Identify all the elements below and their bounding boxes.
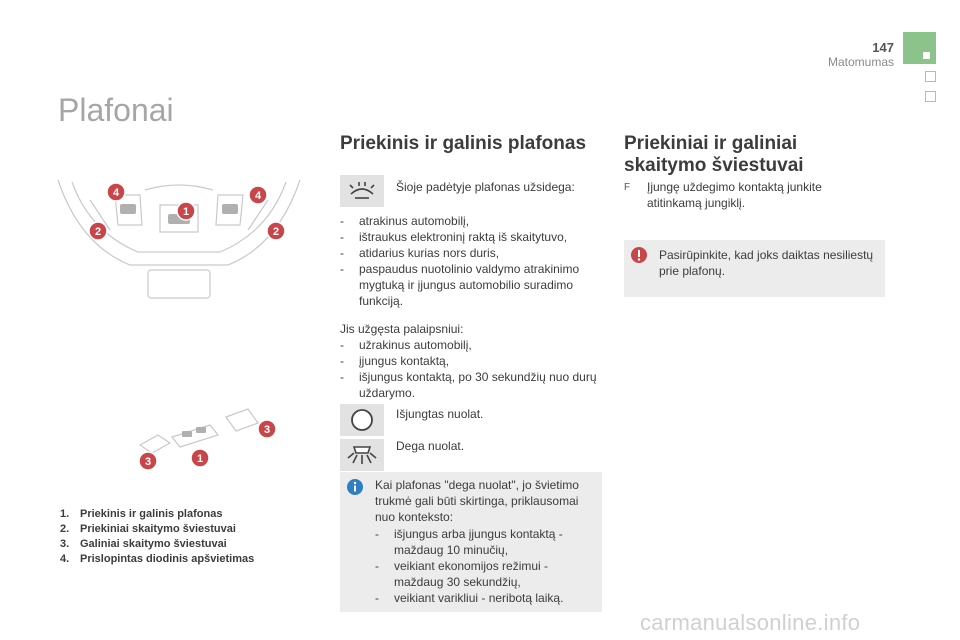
on-text: Dega nuolat. (396, 439, 465, 453)
list-item: - veikiant ekonomijos režimui - maždaug 30 sekundžių, (375, 558, 597, 590)
section-title-reading-lights: Priekiniai ir galiniai skaitymo šviestuvai (624, 133, 804, 176)
ceiling-light-on-icon (340, 439, 384, 471)
svg-text:2: 2 (94, 226, 102, 238)
badge-2-left (89, 222, 107, 240)
list-item: - užrakinus automobilį, (340, 337, 602, 353)
chapter-tab-active[interactable] (903, 32, 936, 64)
turn-off-conditions-list (340, 337, 602, 401)
badge-3-left (139, 452, 157, 470)
svg-text:4: 4 (254, 190, 262, 202)
section-title-front-rear-light: Priekinis ir galinis plafonas (340, 133, 587, 154)
turn-on-conditions-list (340, 213, 602, 309)
chapter-tab[interactable] (925, 91, 936, 102)
legend-item: 3. Galiniai skaitymo šviestuvai (60, 538, 227, 550)
info-icon (346, 478, 364, 496)
circle-off-icon (340, 404, 384, 436)
badge-2-right (267, 222, 285, 240)
info-box (340, 472, 602, 612)
list-item: - ištraukus elektroninį raktą iš skaitytuvo, (340, 229, 602, 245)
warning-box (624, 240, 885, 297)
svg-text:1: 1 (182, 206, 190, 218)
page-title: Plafonai (58, 92, 174, 128)
reading-light-instruction: Įjungę uždegimo kontaktą junkite atitinkamą jungiklį. (647, 180, 822, 210)
legend-item: 4. Prislopintas diodinis apšvietimas (60, 553, 255, 565)
svg-text:4: 4 (112, 187, 120, 199)
chapter-tab[interactable] (925, 71, 936, 82)
door-mode-text: Šioje padėtyje plafonas užsidega: (396, 180, 575, 194)
bullet-f-icon: F (624, 182, 631, 193)
list-item: - paspaudus nuotolinio valdymo atrakinimo mygtuką ir įjungus automobilio suradimo funkciją. (340, 261, 602, 309)
list-item: - atidarius kurias nors duris, (340, 245, 602, 261)
svg-text:1: 1 (196, 453, 204, 465)
figure-legend (60, 507, 320, 567)
door-light-icon (340, 175, 384, 207)
badge-3-right (258, 420, 276, 438)
info-text: Kai plafonas "dega nuolat", jo švietimo trukmė gali būti skirtinga, priklausomai nuo konteksto: (375, 478, 579, 524)
svg-text:3: 3 (263, 424, 271, 436)
off-text: Išjungtas nuolat. (396, 407, 484, 421)
front-ceiling-console-illustration (50, 170, 308, 305)
watermark: carmanualsonline.info (640, 610, 861, 635)
badge-4-left (107, 183, 125, 201)
rear-ceiling-light-illustration (130, 405, 285, 475)
warning-text: Pasirūpinkite, kad joks daiktas nesiliestų prie plafonų. (659, 248, 874, 278)
list-item: - įjungus kontaktą, (340, 353, 602, 369)
svg-text:2: 2 (272, 226, 280, 238)
svg-text:3: 3 (144, 456, 152, 468)
legend-item: 2. Priekiniai skaitymo šviestuvai (60, 523, 236, 535)
chapter-title: Matomumas (827, 55, 894, 69)
badge-1-rear (191, 449, 209, 467)
badge-1 (177, 202, 195, 220)
list-item: - veikiant varikliui - neribotą laiką. (375, 590, 597, 606)
list-item: - išjungus arba įjungus kontaktą - maždaug 10 minučių, (375, 526, 597, 558)
warning-icon (630, 246, 648, 264)
fade-intro-text: Jis užgęsta palaipsniui: (340, 322, 464, 336)
badge-4-right (249, 186, 267, 204)
list-item: - išjungus kontaktą, po 30 sekundžių nuo durų uždarymo. (340, 369, 602, 401)
legend-item: 1. Priekinis ir galinis plafonas (60, 508, 223, 520)
list-item: - atrakinus automobilį, (340, 213, 602, 229)
tab-marker-icon (923, 52, 930, 59)
page-number: 147 (872, 40, 894, 55)
info-list (375, 526, 597, 606)
